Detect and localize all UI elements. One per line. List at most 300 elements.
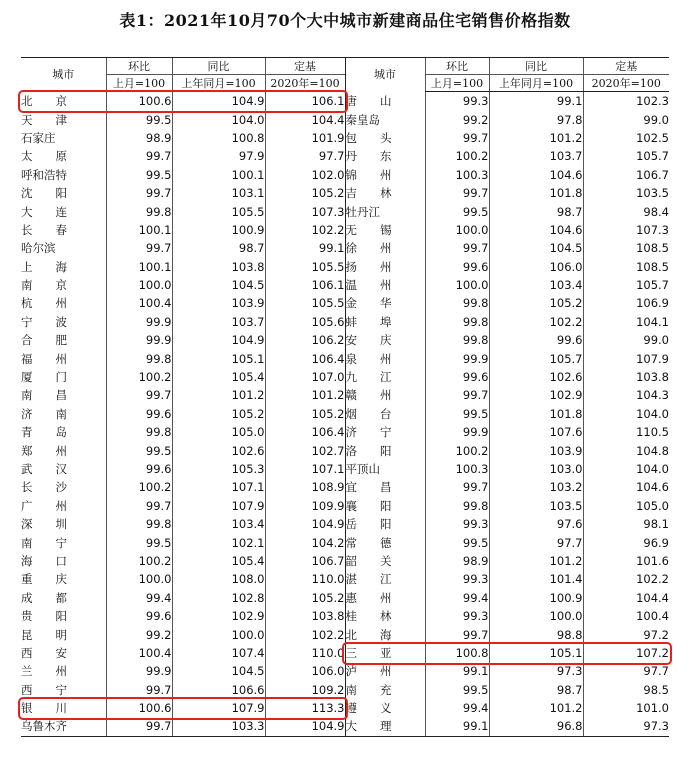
cell-mom-left: 100.6 — [106, 699, 172, 717]
cell-base-left: 106.1 — [265, 92, 345, 111]
table-row — [21, 589, 669, 607]
cell-yoy-right: 99.1 — [489, 92, 583, 111]
cell-city-right: 洛 阳 — [345, 441, 425, 459]
header-mom-right: 环比 — [425, 58, 489, 75]
table-row — [21, 386, 669, 404]
header-row-main — [21, 58, 669, 75]
header-yoy-sub-right: 上年同月=100 — [489, 75, 583, 92]
cell-base-right: 106.9 — [583, 294, 669, 312]
cell-city-left: 南 昌 — [21, 388, 67, 403]
cell-base-left: 102.7 — [265, 441, 345, 459]
header-mom-sub-right: 上月=100 — [425, 75, 489, 92]
cell-yoy-left: 98.7 — [172, 239, 265, 257]
cell-city-left: 长 春 — [21, 222, 67, 237]
highlight-box — [342, 642, 672, 665]
cell-yoy-right: 101.2 — [489, 699, 583, 717]
cell-yoy-right: 102.6 — [489, 368, 583, 386]
header-city-left: 城市 — [21, 58, 106, 92]
cell-city-left: 南 京 — [21, 278, 67, 293]
cell-base-right: 102.5 — [583, 129, 669, 147]
cell-base-right: 97.2 — [583, 625, 669, 643]
cell-city-right: 平顶山 — [345, 460, 425, 478]
cell-base-left: 110.0 — [265, 644, 345, 662]
cell-city-left: 西 安 — [21, 645, 67, 660]
cell-yoy-right: 104.6 — [489, 221, 583, 239]
cell-mom-left: 100.4 — [106, 644, 172, 662]
cell-city-right: 韶 关 — [345, 552, 425, 570]
cell-base-right: 97.3 — [583, 717, 669, 736]
cell-city-left: 深 圳 — [21, 517, 67, 532]
cell-base-right: 102.3 — [583, 92, 669, 111]
cell-mom-left: 100.6 — [106, 92, 172, 111]
table-row — [21, 423, 669, 441]
cell-mom-right: 99.8 — [425, 497, 489, 515]
cell-mom-right: 99.4 — [425, 699, 489, 717]
cell-yoy-left: 102.6 — [172, 441, 265, 459]
table-row — [21, 405, 669, 423]
cell-city-left: 重 庆 — [21, 572, 67, 587]
header-base-sub-right: 2020年=100 — [583, 75, 669, 92]
cell-mom-left: 100.1 — [106, 258, 172, 276]
cell-yoy-right: 105.1 — [489, 644, 583, 662]
cell-base-right: 103.8 — [583, 368, 669, 386]
cell-mom-right: 99.8 — [425, 313, 489, 331]
cell-mom-right: 99.3 — [425, 607, 489, 625]
cell-city-left: 合 肥 — [21, 333, 67, 348]
cell-base-right: 108.5 — [583, 239, 669, 257]
header-yoy-right: 同比 — [489, 58, 583, 75]
cell-base-right: 96.9 — [583, 533, 669, 551]
cell-city-right: 桂 林 — [345, 607, 425, 625]
cell-yoy-right: 102.9 — [489, 386, 583, 404]
cell-city-left: 兰 州 — [21, 664, 67, 679]
cell-city-left: 大 连 — [21, 204, 67, 219]
table-row — [21, 313, 669, 331]
table-body — [21, 92, 669, 737]
cell-base-left: 105.5 — [265, 294, 345, 312]
cell-base-left: 97.7 — [265, 147, 345, 165]
cell-base-right: 105.0 — [583, 497, 669, 515]
cell-mom-right: 99.7 — [425, 239, 489, 257]
cell-city-right: 济 宁 — [345, 423, 425, 441]
cell-city-left: 长 沙 — [21, 480, 67, 495]
cell-base-right: 105.7 — [583, 276, 669, 294]
cell-city-left: 成 都 — [21, 590, 67, 605]
cell-base-right: 99.0 — [583, 110, 669, 128]
cell-city-left: 天 津 — [21, 112, 67, 127]
cell-yoy-right: 103.7 — [489, 147, 583, 165]
cell-base-right: 107.9 — [583, 349, 669, 367]
cell-city-left: 济 南 — [21, 406, 67, 421]
cell-yoy-left: 103.3 — [172, 717, 265, 736]
table-row — [21, 239, 669, 257]
header-mom-sub-left: 上月=100 — [106, 75, 172, 92]
cell-base-left: 106.0 — [265, 662, 345, 680]
cell-mom-right: 99.5 — [425, 405, 489, 423]
cell-yoy-left: 105.5 — [172, 202, 265, 220]
cell-city-left: 郑 州 — [21, 443, 67, 458]
table-row — [21, 276, 669, 294]
cell-base-left: 104.9 — [265, 717, 345, 736]
cell-city-left: 青 岛 — [21, 425, 67, 440]
cell-mom-right: 99.7 — [425, 386, 489, 404]
cell-mom-right: 100.2 — [425, 441, 489, 459]
cell-base-left: 105.2 — [265, 184, 345, 202]
cell-mom-right: 99.7 — [425, 625, 489, 643]
cell-mom-left: 99.5 — [106, 533, 172, 551]
cell-city-right: 北 海 — [345, 625, 425, 643]
cell-yoy-left: 103.8 — [172, 258, 265, 276]
cell-yoy-right: 103.0 — [489, 460, 583, 478]
cell-mom-right: 99.7 — [425, 129, 489, 147]
cell-city-right: 岳 阳 — [345, 515, 425, 533]
table-title: 表1：2021年10月70个大中城市新建商品住宅销售价格指数 — [119, 11, 571, 30]
cell-base-left: 102.2 — [265, 625, 345, 643]
cell-yoy-left: 106.6 — [172, 681, 265, 699]
cell-yoy-right: 103.4 — [489, 276, 583, 294]
cell-city-right: 泉 州 — [345, 349, 425, 367]
cell-base-right: 98.4 — [583, 202, 669, 220]
table-row — [21, 221, 669, 239]
cell-city-left: 呼和浩特 — [21, 167, 67, 182]
header-base-left: 定基 — [265, 58, 345, 75]
cell-yoy-right: 102.2 — [489, 313, 583, 331]
cell-yoy-left: 97.9 — [172, 147, 265, 165]
cell-city-right: 扬 州 — [345, 258, 425, 276]
price-index-table — [21, 57, 669, 737]
cell-city-right: 蚌 埠 — [345, 313, 425, 331]
table-row — [21, 460, 669, 478]
header-base-right: 定基 — [583, 58, 669, 75]
cell-yoy-right: 97.8 — [489, 110, 583, 128]
cell-mom-left: 100.0 — [106, 276, 172, 294]
cell-yoy-left: 105.2 — [172, 405, 265, 423]
cell-city-right: 九 江 — [345, 368, 425, 386]
cell-mom-left: 99.7 — [106, 386, 172, 404]
table-row — [21, 717, 669, 736]
cell-base-left: 102.0 — [265, 166, 345, 184]
cell-mom-left: 99.6 — [106, 460, 172, 478]
cell-mom-right: 99.6 — [425, 258, 489, 276]
cell-base-right: 98.5 — [583, 681, 669, 699]
cell-base-left: 106.4 — [265, 423, 345, 441]
cell-base-left: 99.1 — [265, 239, 345, 257]
cell-city-right: 秦皇岛 — [345, 110, 425, 128]
cell-city-left: 西 宁 — [21, 682, 67, 697]
table-row — [21, 533, 669, 551]
cell-city-right: 宜 昌 — [345, 478, 425, 496]
cell-mom-left: 99.9 — [106, 331, 172, 349]
cell-mom-left: 100.0 — [106, 570, 172, 588]
cell-mom-right: 99.8 — [425, 331, 489, 349]
cell-yoy-right: 105.2 — [489, 294, 583, 312]
cell-yoy-right: 103.9 — [489, 441, 583, 459]
cell-city-right: 遵 义 — [345, 699, 425, 717]
cell-mom-left: 99.7 — [106, 681, 172, 699]
cell-yoy-right: 98.7 — [489, 202, 583, 220]
table-row — [21, 202, 669, 220]
cell-base-left: 105.2 — [265, 405, 345, 423]
cell-city-right: 赣 州 — [345, 386, 425, 404]
cell-yoy-left: 107.4 — [172, 644, 265, 662]
cell-mom-left: 99.6 — [106, 607, 172, 625]
cell-city-right: 安 庆 — [345, 331, 425, 349]
cell-mom-right: 100.0 — [425, 221, 489, 239]
cell-base-right: 101.0 — [583, 699, 669, 717]
cell-yoy-right: 100.9 — [489, 589, 583, 607]
cell-city-left: 杭 州 — [21, 296, 67, 311]
cell-yoy-left: 102.1 — [172, 533, 265, 551]
cell-yoy-right: 104.6 — [489, 166, 583, 184]
cell-mom-left: 100.2 — [106, 552, 172, 570]
highlight-box — [18, 697, 348, 720]
cell-mom-left: 98.9 — [106, 129, 172, 147]
cell-yoy-right: 101.8 — [489, 405, 583, 423]
cell-mom-right: 99.3 — [425, 515, 489, 533]
cell-base-right: 110.5 — [583, 423, 669, 441]
table-row — [21, 294, 669, 312]
cell-mom-left: 99.5 — [106, 110, 172, 128]
cell-mom-right: 99.7 — [425, 184, 489, 202]
cell-city-right: 锦 州 — [345, 166, 425, 184]
cell-base-right: 104.0 — [583, 405, 669, 423]
header-yoy-left: 同比 — [172, 58, 265, 75]
cell-yoy-left: 100.8 — [172, 129, 265, 147]
cell-yoy-right: 101.2 — [489, 129, 583, 147]
cell-mom-right: 99.5 — [425, 681, 489, 699]
cell-mom-right: 100.3 — [425, 460, 489, 478]
table-row — [21, 570, 669, 588]
cell-city-left: 太 原 — [21, 149, 67, 164]
cell-base-right: 106.7 — [583, 166, 669, 184]
cell-yoy-left: 105.0 — [172, 423, 265, 441]
table-row — [21, 258, 669, 276]
cell-city-left: 贵 阳 — [21, 609, 67, 624]
cell-base-right: 107.2 — [583, 644, 669, 662]
cell-yoy-right: 99.6 — [489, 331, 583, 349]
cell-base-right: 99.0 — [583, 331, 669, 349]
cell-mom-left: 99.8 — [106, 349, 172, 367]
cell-yoy-right: 101.4 — [489, 570, 583, 588]
cell-yoy-left: 103.4 — [172, 515, 265, 533]
cell-base-left: 106.2 — [265, 331, 345, 349]
table-row — [21, 147, 669, 165]
cell-mom-left: 99.7 — [106, 147, 172, 165]
cell-mom-left: 99.6 — [106, 405, 172, 423]
cell-city-left: 哈尔滨 — [21, 241, 56, 256]
cell-mom-right: 99.1 — [425, 717, 489, 736]
cell-yoy-right: 101.8 — [489, 184, 583, 202]
cell-base-right: 105.7 — [583, 147, 669, 165]
cell-yoy-left: 104.5 — [172, 662, 265, 680]
cell-yoy-left: 102.9 — [172, 607, 265, 625]
cell-mom-right: 99.8 — [425, 294, 489, 312]
cell-yoy-left: 103.7 — [172, 313, 265, 331]
cell-base-right: 104.4 — [583, 589, 669, 607]
cell-city-left: 南 宁 — [21, 535, 67, 550]
cell-city-right: 包 头 — [345, 129, 425, 147]
cell-mom-left: 99.4 — [106, 589, 172, 607]
cell-yoy-right: 103.5 — [489, 497, 583, 515]
cell-city-right: 湛 江 — [345, 570, 425, 588]
cell-mom-left: 99.7 — [106, 239, 172, 257]
cell-city-right: 丹 东 — [345, 147, 425, 165]
cell-city-left: 福 州 — [21, 351, 67, 366]
cell-mom-right: 99.5 — [425, 202, 489, 220]
cell-base-left: 106.4 — [265, 349, 345, 367]
cell-base-left: 110.0 — [265, 570, 345, 588]
cell-city-left: 银 川 — [21, 701, 67, 716]
cell-mom-left: 99.7 — [106, 184, 172, 202]
cell-yoy-left: 105.1 — [172, 349, 265, 367]
table-row — [21, 110, 669, 128]
cell-city-left: 武 汉 — [21, 462, 67, 476]
cell-mom-left: 100.4 — [106, 294, 172, 312]
cell-yoy-right: 106.0 — [489, 258, 583, 276]
cell-yoy-left: 105.4 — [172, 368, 265, 386]
cell-yoy-left: 103.1 — [172, 184, 265, 202]
cell-base-right: 107.3 — [583, 221, 669, 239]
cell-yoy-left: 107.9 — [172, 699, 265, 717]
cell-base-left: 105.2 — [265, 589, 345, 607]
cell-base-left: 106.1 — [265, 276, 345, 294]
cell-mom-right: 99.9 — [425, 349, 489, 367]
cell-yoy-left: 102.8 — [172, 589, 265, 607]
cell-city-right: 大 理 — [345, 717, 425, 736]
cell-yoy-left: 104.0 — [172, 110, 265, 128]
table-row — [21, 497, 669, 515]
cell-base-left: 107.3 — [265, 202, 345, 220]
cell-yoy-left: 104.9 — [172, 331, 265, 349]
cell-base-left: 104.2 — [265, 533, 345, 551]
table-row — [21, 552, 669, 570]
cell-base-right: 101.6 — [583, 552, 669, 570]
cell-base-right: 98.1 — [583, 515, 669, 533]
cell-city-right: 徐 州 — [345, 239, 425, 257]
cell-city-right: 唐 山 — [345, 92, 425, 111]
cell-yoy-right: 101.2 — [489, 552, 583, 570]
table-row — [21, 478, 669, 496]
cell-yoy-left: 104.5 — [172, 276, 265, 294]
cell-mom-right: 100.3 — [425, 166, 489, 184]
cell-city-right: 温 州 — [345, 276, 425, 294]
cell-base-left: 105.6 — [265, 313, 345, 331]
cell-mom-left: 99.2 — [106, 625, 172, 643]
cell-city-left: 厦 门 — [21, 370, 67, 385]
cell-yoy-right: 98.8 — [489, 625, 583, 643]
cell-yoy-left: 103.9 — [172, 294, 265, 312]
cell-city-right: 无 锡 — [345, 221, 425, 239]
cell-city-right: 烟 台 — [345, 405, 425, 423]
cell-yoy-right: 104.5 — [489, 239, 583, 257]
cell-mom-left: 99.8 — [106, 202, 172, 220]
table-row — [21, 625, 669, 643]
cell-city-right: 牡丹江 — [345, 202, 425, 220]
cell-mom-right: 99.6 — [425, 368, 489, 386]
cell-mom-right: 100.2 — [425, 147, 489, 165]
table-row — [21, 184, 669, 202]
cell-city-left: 昆 明 — [21, 627, 67, 642]
cell-mom-left: 100.2 — [106, 478, 172, 496]
cell-base-left: 107.0 — [265, 368, 345, 386]
cell-yoy-left: 107.9 — [172, 497, 265, 515]
cell-mom-right: 99.3 — [425, 570, 489, 588]
cell-base-right: 104.6 — [583, 478, 669, 496]
cell-city-left: 广 州 — [21, 498, 67, 513]
cell-mom-right: 99.9 — [425, 423, 489, 441]
cell-city-left: 沈 阳 — [21, 186, 67, 201]
table-row — [21, 607, 669, 625]
cell-mom-right: 98.9 — [425, 552, 489, 570]
cell-base-left: 101.2 — [265, 386, 345, 404]
table-row — [21, 349, 669, 367]
cell-city-right: 吉 林 — [345, 184, 425, 202]
cell-base-left: 104.4 — [265, 110, 345, 128]
table-row — [21, 129, 669, 147]
cell-base-left: 109.9 — [265, 497, 345, 515]
cell-mom-right: 99.5 — [425, 533, 489, 551]
cell-yoy-right: 96.8 — [489, 717, 583, 736]
header-mom-left: 环比 — [106, 58, 172, 75]
cell-mom-right: 100.8 — [425, 644, 489, 662]
header-city-right: 城市 — [345, 58, 425, 92]
cell-yoy-left: 100.1 — [172, 166, 265, 184]
cell-city-right: 惠 州 — [345, 589, 425, 607]
cell-yoy-right: 103.2 — [489, 478, 583, 496]
cell-mom-left: 99.9 — [106, 313, 172, 331]
cell-city-right: 常 德 — [345, 533, 425, 551]
cell-yoy-right: 100.0 — [489, 607, 583, 625]
cell-base-left: 105.5 — [265, 258, 345, 276]
cell-mom-left: 99.7 — [106, 717, 172, 736]
cell-base-right: 103.5 — [583, 184, 669, 202]
cell-city-right: 泸 州 — [345, 662, 425, 680]
cell-yoy-left: 100.9 — [172, 221, 265, 239]
cell-mom-right: 99.7 — [425, 478, 489, 496]
header-base-sub-left: 2020年=100 — [265, 75, 345, 92]
cell-yoy-right: 97.6 — [489, 515, 583, 533]
cell-yoy-left: 105.3 — [172, 460, 265, 478]
highlight-box — [18, 90, 348, 114]
cell-yoy-right: 98.7 — [489, 681, 583, 699]
cell-mom-right: 99.2 — [425, 110, 489, 128]
cell-base-left: 104.9 — [265, 515, 345, 533]
cell-city-right: 三 亚 — [345, 644, 425, 662]
cell-yoy-left: 100.0 — [172, 625, 265, 643]
cell-base-right: 108.5 — [583, 258, 669, 276]
cell-city-left: 北 京 — [21, 93, 67, 108]
cell-city-left: 宁 波 — [21, 314, 67, 329]
cell-base-left: 107.1 — [265, 460, 345, 478]
cell-yoy-right: 105.7 — [489, 349, 583, 367]
cell-mom-left: 99.8 — [106, 423, 172, 441]
cell-base-right: 104.3 — [583, 386, 669, 404]
cell-base-right: 104.8 — [583, 441, 669, 459]
cell-city-left: 乌鲁木齐 — [21, 717, 106, 736]
cell-city-right: 南 充 — [345, 681, 425, 699]
cell-yoy-left: 108.0 — [172, 570, 265, 588]
cell-mom-left: 99.5 — [106, 166, 172, 184]
cell-mom-right: 100.0 — [425, 276, 489, 294]
cell-mom-left: 99.5 — [106, 441, 172, 459]
cell-base-left: 103.8 — [265, 607, 345, 625]
cell-city-right: 襄 阳 — [345, 497, 425, 515]
cell-mom-left: 100.2 — [106, 368, 172, 386]
header-yoy-sub-left: 上年同月=100 — [172, 75, 265, 92]
cell-city-left: 上 海 — [21, 259, 67, 274]
cell-mom-left: 99.9 — [106, 662, 172, 680]
cell-base-left: 101.9 — [265, 129, 345, 147]
